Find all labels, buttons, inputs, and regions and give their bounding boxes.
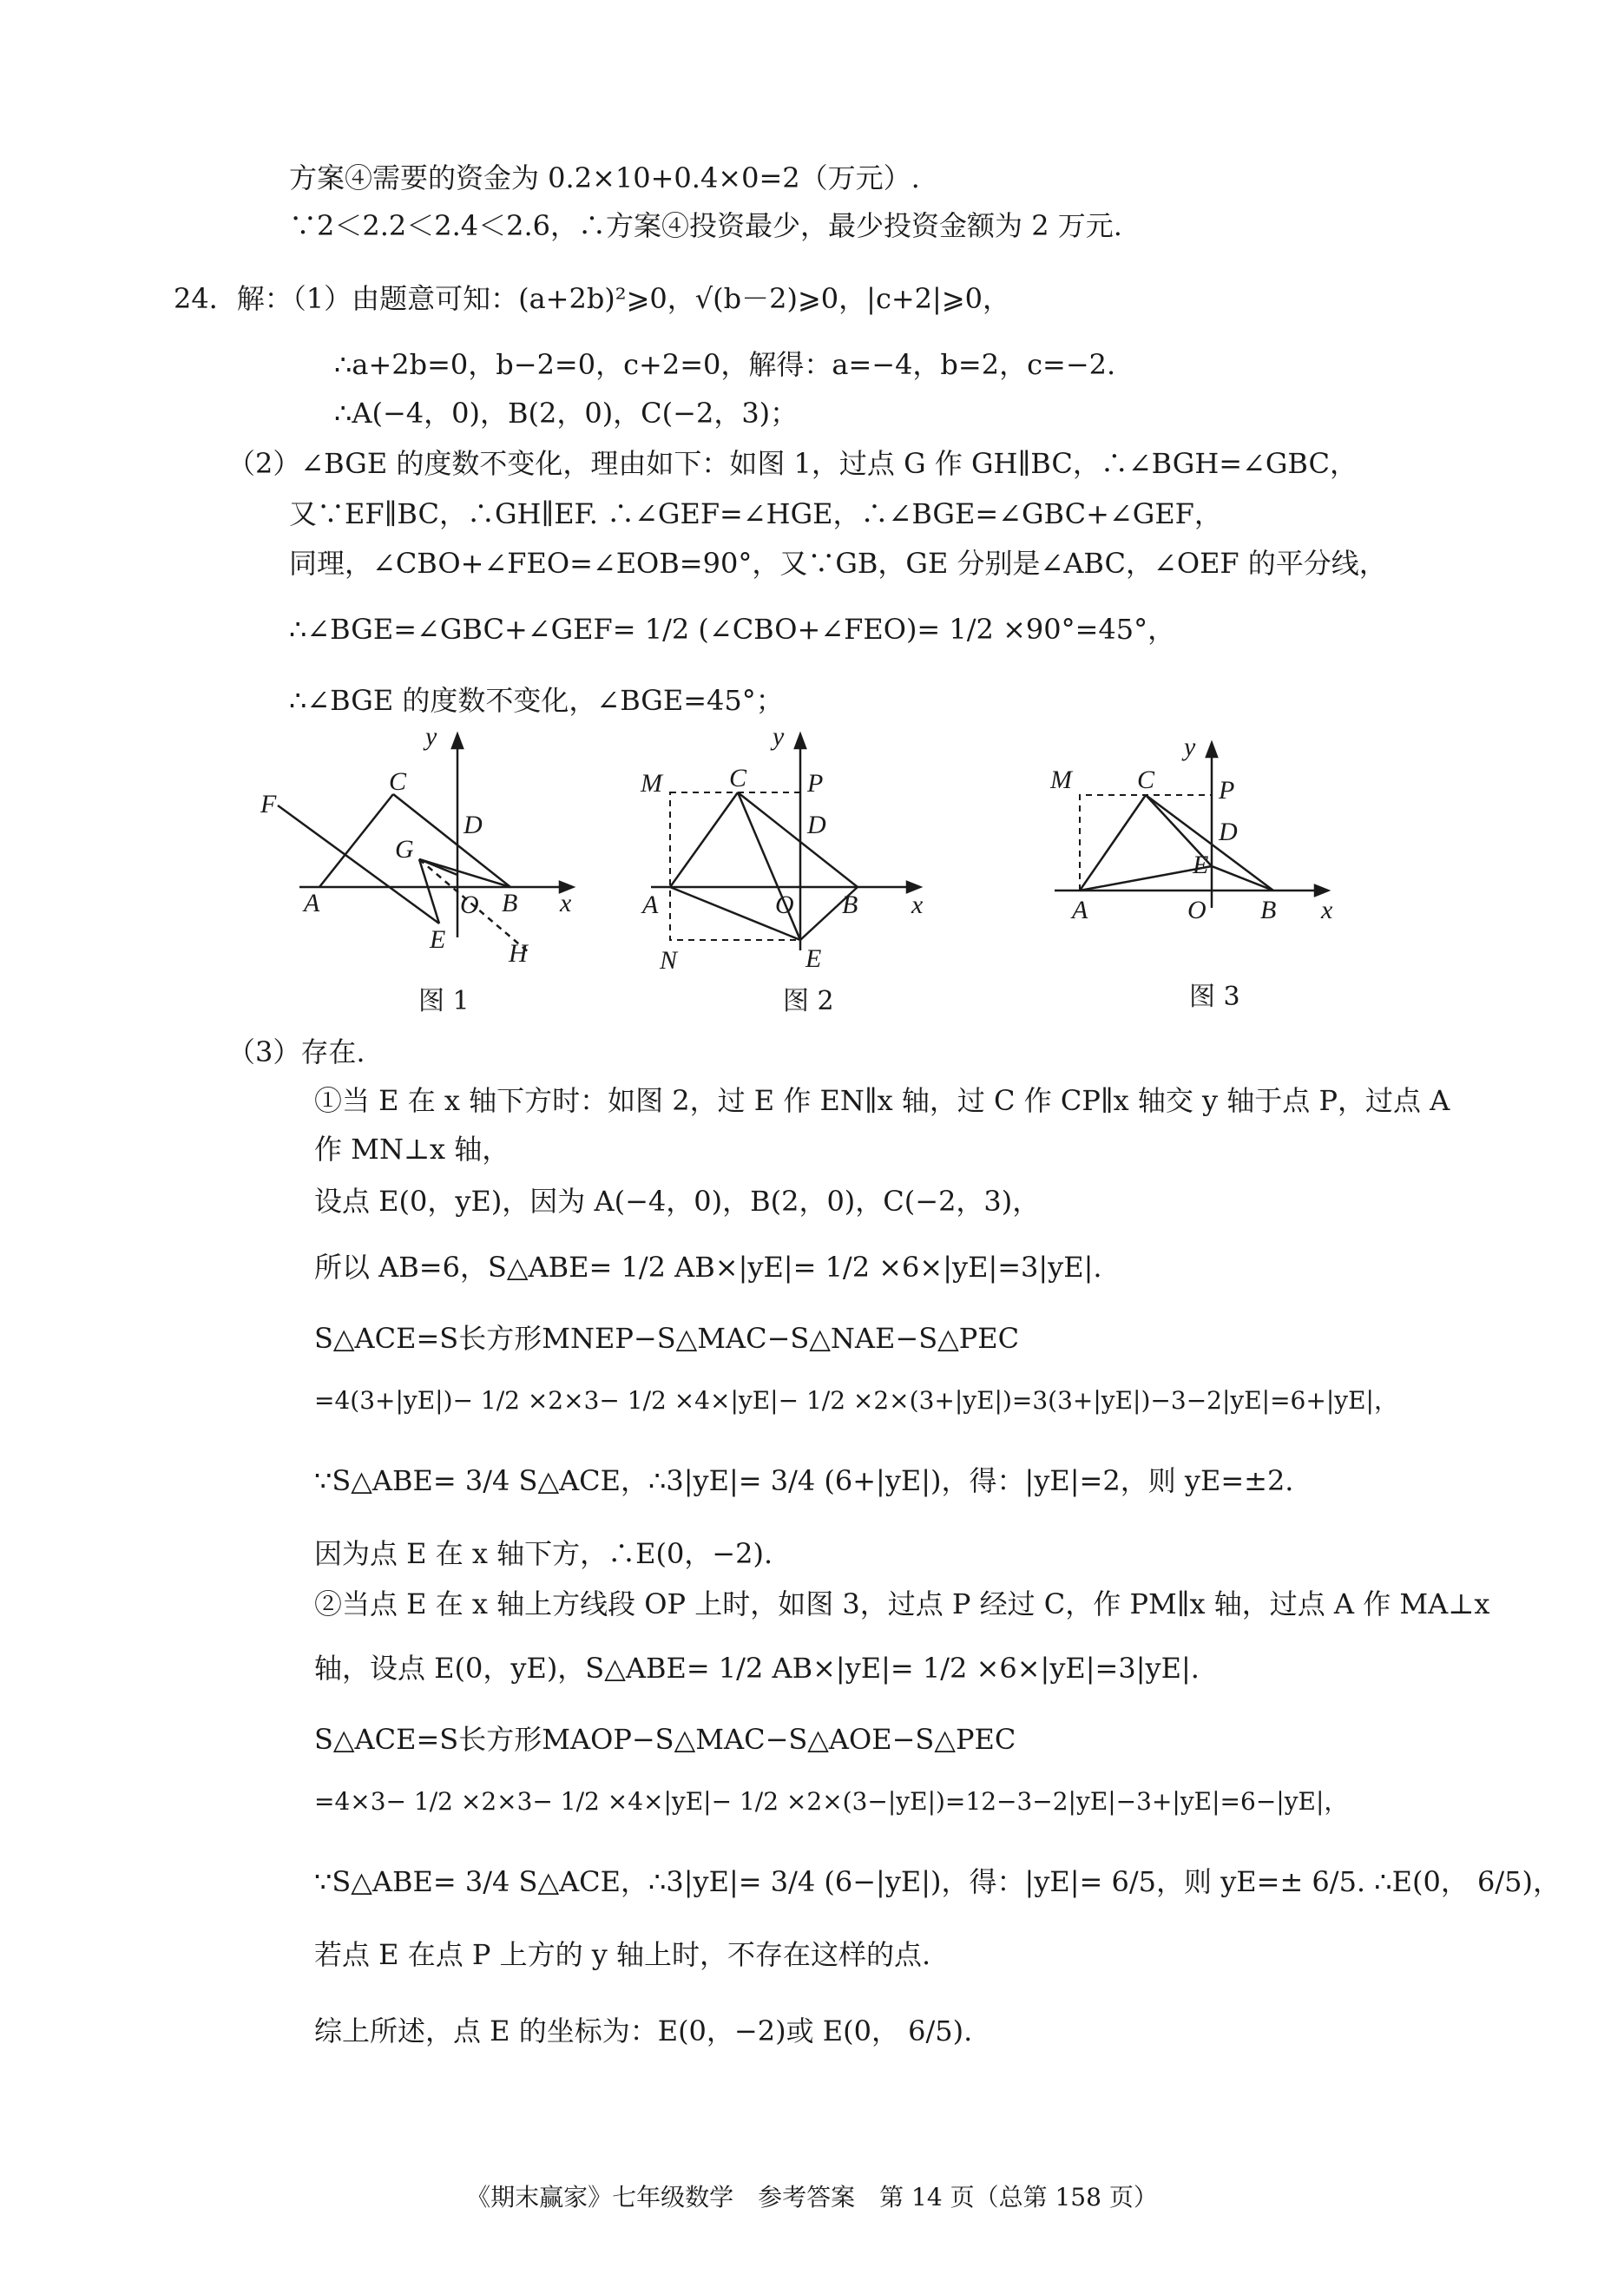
fig3-label-D: D [1219, 818, 1238, 846]
text-line-6: （2）∠BGE 的度数不变化，理由如下：如图 1，过点 G 作 GH∥BC，∴∠BGH=∠GBC， [227, 447, 1358, 480]
fig1-label-O: O [460, 891, 479, 919]
fig1-label-H: H [509, 939, 528, 968]
fig2-label-N: N [660, 946, 678, 975]
fig2-label-y: y [773, 722, 785, 751]
fig2-y-arrow [795, 734, 805, 748]
fig3-label-M: M [1050, 766, 1072, 794]
fig2-label-B: B [842, 891, 858, 919]
text-line-9: ∴∠BGE=∠GBC+∠GEF= 1/2 (∠CBO+∠FEO)= 1/2 ×90°=45°， [289, 613, 1176, 646]
text-line-20: ②当点 E 在 x 轴上方线段 OP 上时，如图 3，过点 P 经过 C，作 PM∥x 轴，过点 A 作 MA⊥x [314, 1587, 1490, 1620]
text-line-7: 又∵EF∥BC，∴GH∥EF. ∴∠GEF=∠HGE，∴∠BGE=∠GBC+∠GEF， [289, 497, 1222, 530]
figure-2-caption: 图 2 [783, 986, 834, 1016]
text-line-1: 方案④需要的资金为 0.2×10+0.4×0=2（万元）. [289, 161, 920, 194]
fig2-label-D: D [807, 811, 826, 839]
fig2-label-E: E [805, 944, 822, 973]
fig1-label-y: y [425, 722, 437, 751]
text-line-26: 综上所述，点 E 的坐标为：E(0，−2)或 E(0， 6/5). [314, 2014, 973, 2047]
fig1-label-F: F [260, 790, 277, 818]
fig2-label-O: O [775, 891, 794, 919]
text-line-25: 若点 E 在点 P 上方的 y 轴上时，不存在这样的点. [314, 1938, 931, 1971]
figure-1 [252, 722, 582, 972]
text-line-13: 作 MN⊥x 轴， [314, 1133, 510, 1166]
figure-2 [634, 722, 937, 981]
text-line-2: ∵2＜2.2＜2.4＜2.6，∴方案④投资最少，最少投资金额为 2 万元. [289, 209, 1122, 242]
fig3-label-A: A [1072, 896, 1088, 924]
figure-3-caption: 图 3 [1189, 982, 1240, 1012]
fig3-label-O: O [1187, 896, 1206, 924]
text-line-23: =4×3− 1/2 ×2×3− 1/2 ×4×|yE|− 1/2 ×2×(3−|yE|)=12−3−2|yE|−3+|yE|=6−|yE|， [314, 1787, 1349, 1816]
fig2-label-A: A [642, 891, 659, 919]
text-line-8: 同理，∠CBO+∠FEO=∠EOB=90°，又∵GB，GE 分别是∠ABC，∠OEF 的平分线， [289, 547, 1387, 580]
text-line-19: 因为点 E 在 x 轴下方，∴E(0，−2). [314, 1537, 773, 1570]
text-line-12: ①当 E 在 x 轴下方时：如图 2，过 E 作 EN∥x 轴，过 C 作 CP∥x 轴交 y 轴于点 P，过点 A [314, 1084, 1450, 1117]
text-line-16: S△ACE=S长方形MNEP−S△MAC−S△NAE−S△PEC [314, 1322, 1020, 1355]
text-line-15: 所以 AB=6，S△ABE= 1/2 AB×|yE|= 1/2 ×6×|yE|=3|yE|. [314, 1251, 1102, 1284]
fig3-y-arrow [1206, 743, 1217, 757]
fig2-label-C: C [729, 764, 747, 792]
text-line-21: 轴，设点 E(0，yE)，S△ABE= 1/2 AB×|yE|= 1/2 ×6×|yE|=3|yE|. [314, 1652, 1200, 1685]
fig1-y-arrow [452, 734, 463, 748]
text-line-4: ∴a+2b=0，b−2=0，c+2=0，解得：a=−4，b=2，c=−2. [334, 348, 1116, 381]
fig1-label-E: E [430, 925, 446, 954]
figure-1-caption: 图 1 [418, 986, 470, 1016]
fig1-label-B: B [502, 889, 518, 917]
page-footer: 《期末赢家》七年级数学 参考答案 第 14 页（总第 158 页） [466, 2183, 1158, 2212]
text-line-5: ∴A(−4，0)，B(2，0)，C(−2，3)； [334, 397, 799, 430]
fig3-label-B: B [1260, 896, 1277, 924]
fig1-label-A: A [304, 889, 320, 917]
fig2-label-P: P [807, 769, 824, 798]
fig3-label-P: P [1219, 776, 1235, 805]
text-line-18: ∵S△ABE= 3/4 S△ACE，∴3|yE|= 3/4 (6+|yE|)，得：|yE|=2，则 yE=±2. [314, 1464, 1294, 1497]
text-line-17: =4(3+|yE|)− 1/2 ×2×3− 1/2 ×4×|yE|− 1/2 ×2×(3+|yE|)=3(3+|yE|)−3−2|yE|=6+|yE|， [314, 1386, 1398, 1415]
fig1-label-C: C [389, 767, 407, 796]
fig1-label-D: D [464, 811, 483, 839]
fig3-label-C: C [1137, 766, 1155, 794]
fig3-x-arrow [1315, 885, 1328, 896]
fig1-label-x: x [560, 889, 572, 917]
fig2-label-x: x [911, 891, 924, 919]
text-line-10: ∴∠BGE 的度数不变化，∠BGE=45°； [289, 684, 784, 717]
text-line-22: S△ACE=S长方形MAOP−S△MAC−S△AOE−S△PEC [314, 1723, 1016, 1756]
fig3-label-x: x [1321, 896, 1333, 924]
text-line-14: 设点 E(0，yE)，因为 A(−4，0)，B(2，0)，C(−2，3)， [314, 1185, 1041, 1218]
fig3-label-E: E [1193, 851, 1209, 879]
fig2-label-M: M [641, 769, 662, 798]
fig1-label-G: G [395, 835, 414, 864]
text-line-3: 24．解：（1）由题意可知：(a+2b)²⩾0，√(b－2)⩾0，|c+2|⩾0， [174, 282, 1010, 315]
figure-3 [1033, 729, 1345, 955]
fig3-label-y: y [1184, 733, 1196, 761]
text-line-24: ∵S△ABE= 3/4 S△ACE，∴3|yE|= 3/4 (6−|yE|)，得：|yE|= 6/5，则 yE=± 6/5. ∴E(0， 6/5)， [314, 1865, 1561, 1898]
text-line-11: （3）存在. [227, 1035, 365, 1068]
